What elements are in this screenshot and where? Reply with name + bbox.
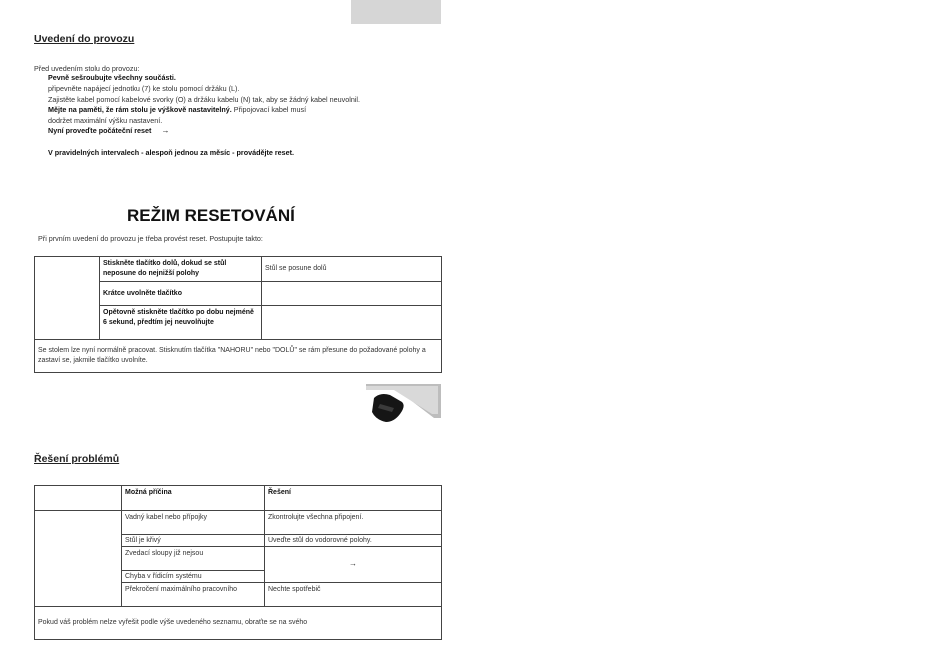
reset-step-1: Stiskněte tlačítko dolů, dokud se stůl neposune do nejnižší polohy <box>100 257 262 282</box>
troubleshooting-blank-cell <box>35 511 122 607</box>
cause-cell: Překročení maximálního pracovního <box>122 583 265 607</box>
table-row <box>35 257 442 282</box>
troubleshooting-footer: Pokud váš problém nelze vyřešit podle výše uvedeného seznamu, obraťte se na svého <box>35 607 442 640</box>
reset-step-3: Opětovně stiskněte tlačítko po dobu nejméně 6 sekund, předtím jej neuvolňujte <box>100 306 262 340</box>
startup-line-2: připevněte napájecí jednotku (7) ke stolu pomocí držáku (L). <box>48 84 240 93</box>
startup-line-4-bold: Mějte na paměti, že rám stolu je výškově nastavitelný. <box>48 105 232 114</box>
column-header-cause: Možná příčina <box>122 486 265 511</box>
arrow-right-icon: → <box>161 126 170 135</box>
reset-intro: Při prvním uvedení do provozu je třeba provést reset. Postupujte takto: <box>38 234 263 243</box>
reset-result-1: Stůl se posune dolů <box>262 257 442 282</box>
table-row <box>35 486 442 511</box>
reset-title: REŽIM RESETOVÁNÍ <box>127 206 295 225</box>
cause-cell: Zvedací sloupy již nejsou <box>122 547 265 571</box>
cause-cell: Stůl je křivý <box>122 535 265 547</box>
solution-cell: Uveďte stůl do vodorovné polohy. <box>265 535 442 547</box>
startup-line-1: Pevně sešroubujte všechny součásti. <box>48 73 176 82</box>
cause-cell: Chyba v řídicím systému <box>122 571 265 583</box>
table-row <box>35 340 442 373</box>
page-tab <box>351 0 441 24</box>
startup-line-3: Zajistěte kabel pomocí kabelové svorky (O) a držáku kabelu (N) tak, aby se žádný kabel neuvolnil. <box>48 95 361 104</box>
solution-cell: Nechte spotřebič <box>265 583 442 607</box>
startup-line-6-text: Nyní proveďte počáteční reset <box>48 126 152 135</box>
table-row <box>35 511 442 535</box>
control-device-image <box>366 384 441 426</box>
section-title-startup: Uvedení do provozu <box>34 33 135 45</box>
startup-line-7: V pravidelných intervalech - alespoň jednou za měsíc - provádějte reset. <box>48 148 295 157</box>
column-header-solution: Řešení <box>265 486 442 511</box>
startup-intro: Před uvedením stolu do provozu: <box>34 64 140 73</box>
startup-line-4 <box>48 105 306 116</box>
solution-cell-merged <box>265 547 442 583</box>
troubleshooting-blank-header <box>35 486 122 511</box>
reset-result-2 <box>262 282 442 306</box>
reset-step-2: Krátce uvolněte tlačítko <box>100 282 262 306</box>
reset-blank-cell <box>35 257 100 340</box>
cause-cell: Vadný kabel nebo přípojky <box>122 511 265 535</box>
section-title-troubleshooting: Řešení problémů <box>34 453 120 465</box>
reset-result-3 <box>262 306 442 340</box>
startup-line-5: dodržet maximální výšku nastavení. <box>48 116 163 125</box>
troubleshooting-table <box>34 485 442 640</box>
arrow-right-icon: → <box>349 559 357 568</box>
solution-cell: Zkontrolujte všechna připojení. <box>265 511 442 535</box>
reset-note: Se stolem lze nyní normálně pracovat. Stisknutím tlačítka "NAHORU" nebo "DOLŮ" se rám přesune do požadované polohy a zastaví se, jakmile tlačítko uvolníte. <box>35 340 442 373</box>
startup-line-6 <box>48 126 169 137</box>
startup-line-4-rest: Připojovací kabel musí <box>231 105 307 114</box>
reset-table <box>34 256 442 373</box>
table-row <box>35 607 442 640</box>
